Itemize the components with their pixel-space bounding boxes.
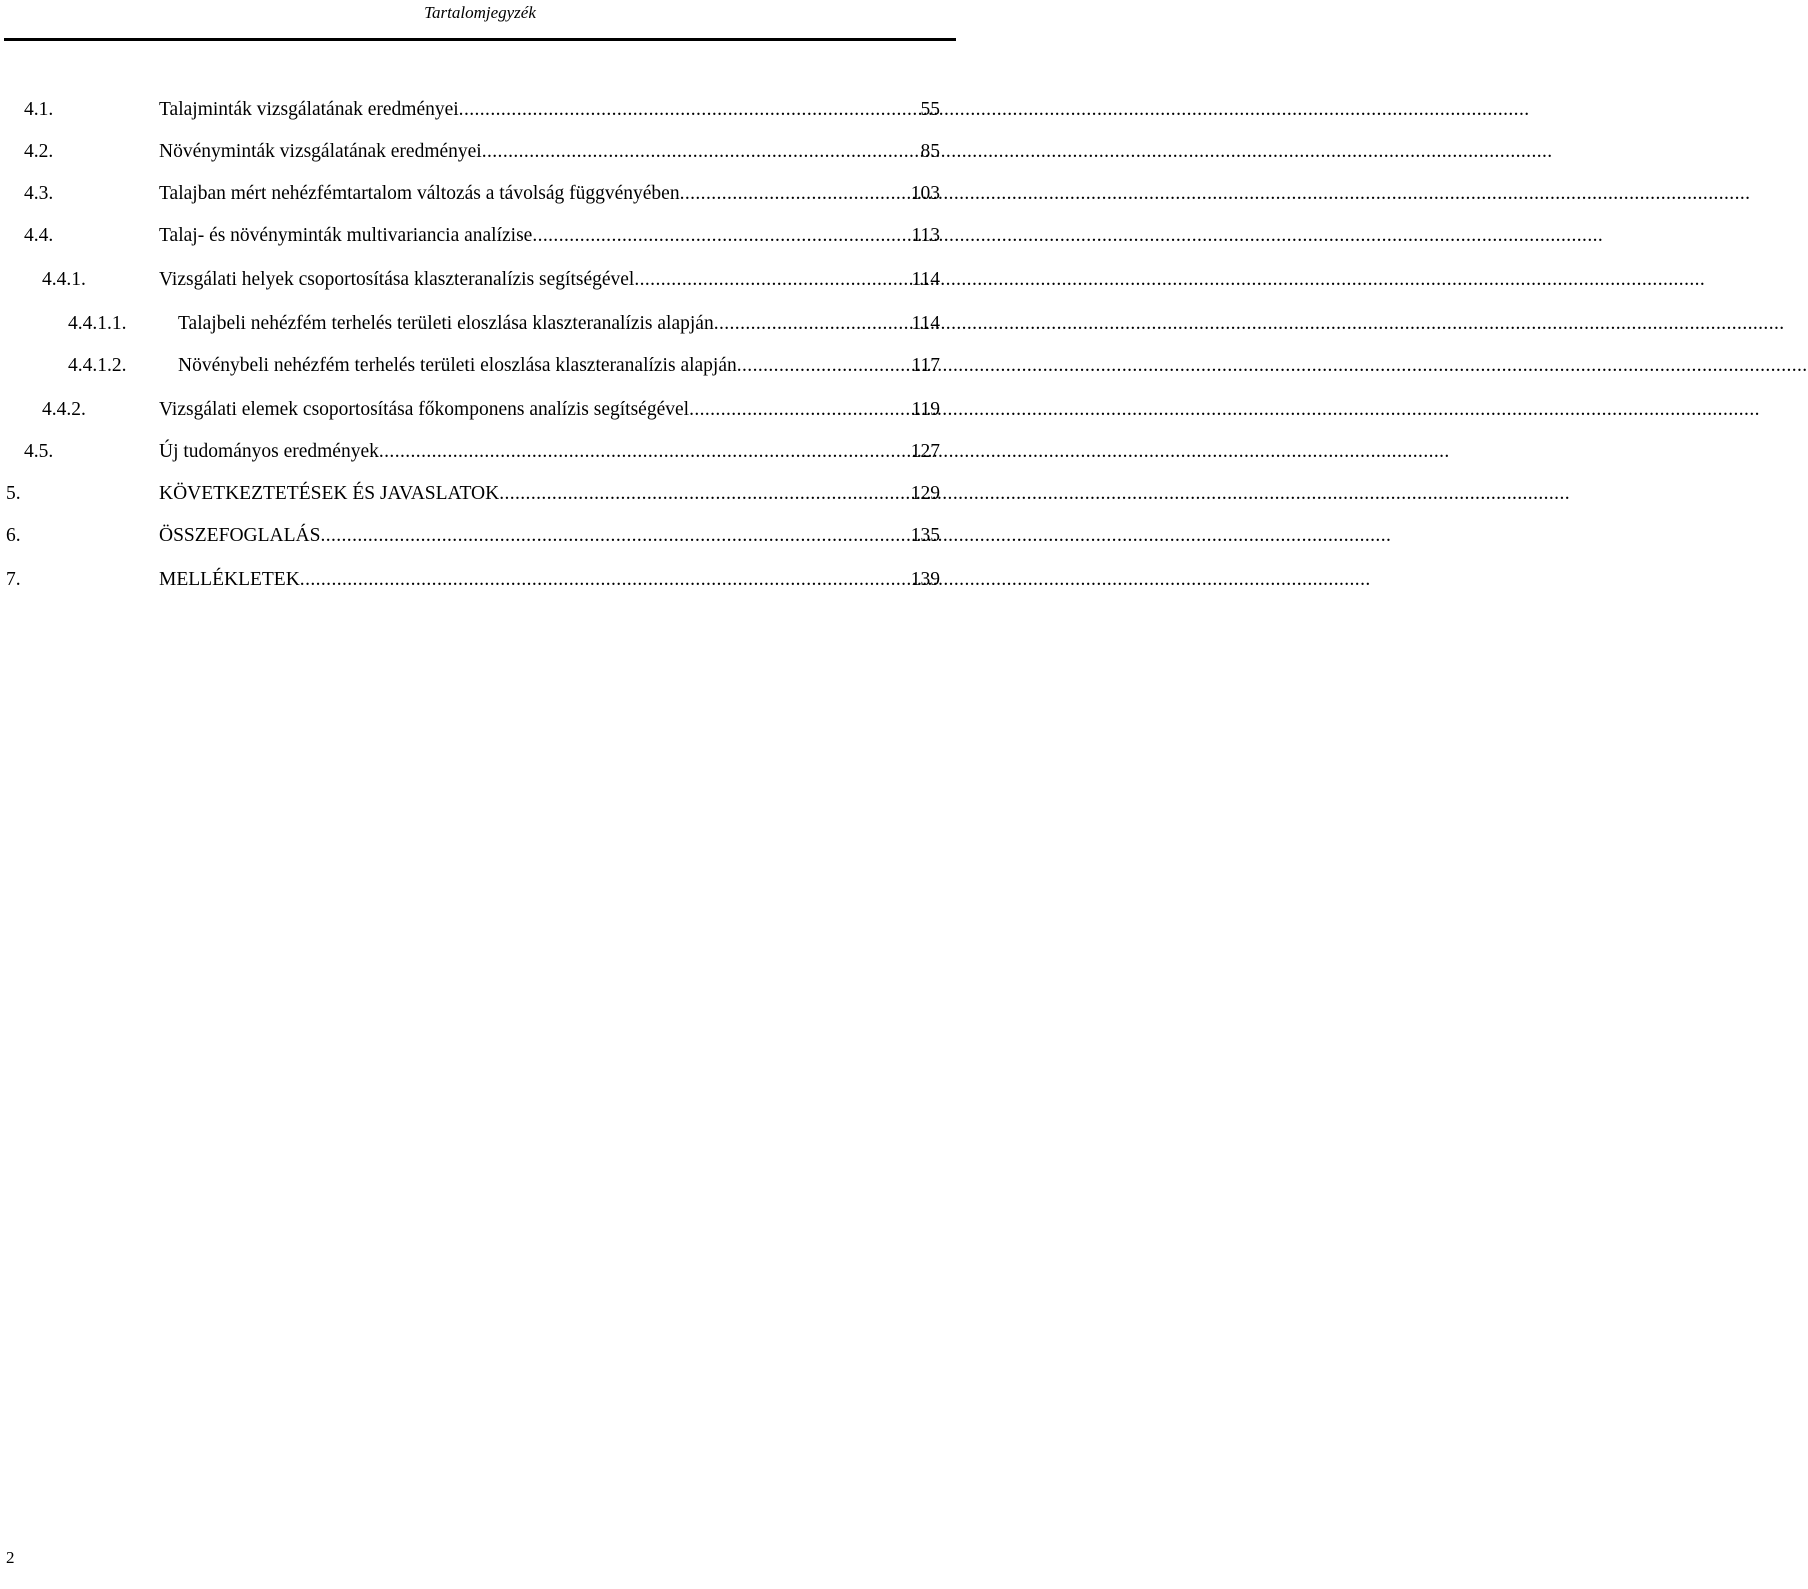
toc-entry-4-4-1[interactable] xyxy=(42,266,940,294)
toc-entry-number: 7. xyxy=(6,569,21,590)
toc-entry-title: MELLÉKLETEK xyxy=(159,569,300,590)
toc-entry-page: 113 xyxy=(911,225,940,246)
toc-entry-page: 129 xyxy=(910,483,940,504)
toc-dot-leader xyxy=(482,138,917,166)
toc-entry-page: 114 xyxy=(911,313,940,334)
toc-entry-page: 85 xyxy=(920,141,940,162)
toc-entry-4-2[interactable] xyxy=(24,138,940,166)
toc-entry-page: 114 xyxy=(911,269,940,290)
toc-entry-5[interactable] xyxy=(6,480,940,508)
toc-entry-4-5[interactable] xyxy=(24,438,940,466)
toc-entry-title: Talaj- és növényminták multivariancia analízise xyxy=(159,225,533,246)
toc-dot-leader xyxy=(737,352,908,380)
toc-entry-page: 135 xyxy=(910,525,940,546)
toc-entry-7[interactable] xyxy=(6,566,940,594)
toc-entry-number: 4.5. xyxy=(24,441,54,462)
toc-entry-4-3[interactable] xyxy=(24,180,940,208)
toc-entry-title: KÖVETKEZTETÉSEK ÉS JAVASLATOK xyxy=(159,483,500,504)
toc-entry-number: 6. xyxy=(6,525,21,546)
toc-entry-page: 119 xyxy=(911,399,940,420)
toc-entry-number: 5. xyxy=(6,483,21,504)
toc-entry-number: 4.4.1.2. xyxy=(68,355,127,376)
toc-dot-leader xyxy=(499,480,907,508)
toc-entry-title: Talajminták vizsgálatának eredményei xyxy=(159,99,459,120)
toc-dot-leader xyxy=(459,96,917,124)
toc-entry-number: 4.2. xyxy=(24,141,54,162)
toc-entry-page: 117 xyxy=(911,355,940,376)
running-header-title: Tartalomjegyzék xyxy=(424,3,536,22)
toc-entry-number: 4.4.2. xyxy=(42,399,86,420)
toc-dot-leader xyxy=(689,396,907,424)
toc-entry-number: 4.4.1.1. xyxy=(68,313,127,334)
page-number: 2 xyxy=(6,1548,15,1567)
toc-entry-title: Növénybeli nehézfém terhelés területi eloszlása klaszteranalízis alapján xyxy=(178,355,737,376)
toc-entry-number: 4.1. xyxy=(24,99,54,120)
toc-entry-number: 4.3. xyxy=(24,183,54,204)
toc-entry-page: 55 xyxy=(920,99,940,120)
toc-dot-leader xyxy=(634,266,907,294)
toc-entry-4-4-1-1[interactable] xyxy=(68,310,940,338)
toc-entry-4-4[interactable] xyxy=(24,222,940,250)
toc-entry-title: Vizsgálati helyek csoportosítása klaszteranalízis segítségével xyxy=(159,269,635,290)
toc-entry-title: Növényminták vizsgálatának eredményei xyxy=(159,141,482,162)
toc-entry-title: Vizsgálati elemek csoportosítása főkomponens analízis segítségével xyxy=(159,399,690,420)
toc-dot-leader xyxy=(714,310,908,338)
running-header xyxy=(0,2,960,24)
toc-entry-title: Talajban mért nehézfémtartalom változás a távolság függvényében xyxy=(159,183,680,204)
toc-entry-page: 103 xyxy=(910,183,940,204)
toc-dot-leader xyxy=(532,222,907,250)
toc-dot-leader xyxy=(379,438,907,466)
toc-entry-number: 4.4.1. xyxy=(42,269,86,290)
toc-entry-number: 4.4. xyxy=(24,225,54,246)
toc-entry-title: Új tudományos eredmények xyxy=(159,441,379,462)
header-rule xyxy=(4,38,956,41)
toc-entry-title: ÖSSZEFOGLALÁS xyxy=(159,525,321,546)
toc-entry-4-1[interactable] xyxy=(24,96,940,124)
toc-entry-4-4-1-2[interactable] xyxy=(68,352,940,380)
toc-entry-title: Talajbeli nehézfém terhelés területi eloszlása klaszteranalízis alapján xyxy=(178,313,714,334)
toc-entry-6[interactable] xyxy=(6,522,940,550)
toc-entry-page: 139 xyxy=(910,569,940,590)
toc-entry-page: 127 xyxy=(910,441,940,462)
toc-dot-leader xyxy=(300,566,907,594)
toc-dot-leader xyxy=(680,180,907,208)
toc-entry-4-4-2[interactable] xyxy=(42,396,940,424)
toc-dot-leader xyxy=(320,522,906,550)
